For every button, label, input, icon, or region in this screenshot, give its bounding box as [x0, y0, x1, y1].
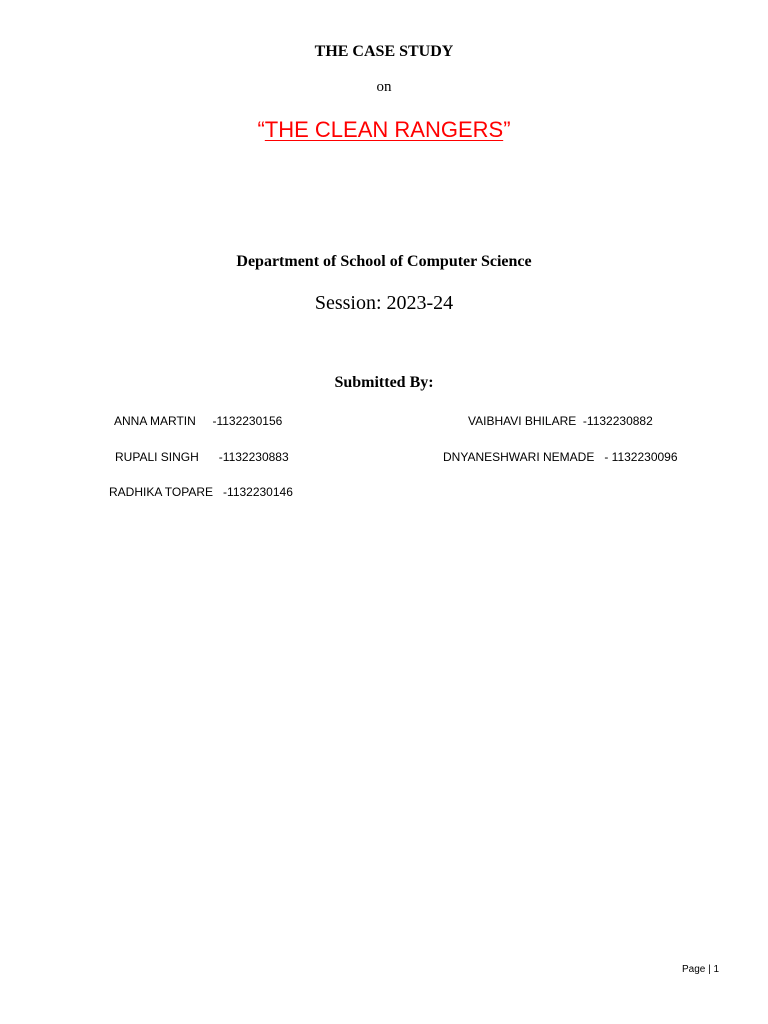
case-study-heading: THE CASE STUDY — [314, 43, 454, 60]
member-entry: ANNA MARTIN -1132230156 — [114, 414, 283, 428]
page-number-footer: Page | 1 — [682, 964, 720, 975]
submitted-by-label: Submitted By: — [334, 374, 434, 391]
project-title-open-quote: “ — [257, 117, 265, 142]
session-text: Session: 2023-24 — [314, 292, 454, 314]
on-text: on — [376, 79, 392, 95]
department-name: Department of School of Computer Science — [236, 253, 532, 270]
project-title-close-quote: ” — [503, 117, 511, 142]
project-title — [0, 117, 768, 143]
project-title-text: THE CLEAN RANGERS — [264, 117, 504, 142]
member-entry: VAIBHAVI BHILARE -1132230882 — [468, 414, 653, 428]
member-entry: RADHIKA TOPARE -1132230146 — [109, 485, 293, 499]
member-entry: DNYANESHWARI NEMADE - 1132230096 — [443, 450, 678, 464]
member-entry: RUPALI SINGH -1132230883 — [115, 450, 289, 464]
